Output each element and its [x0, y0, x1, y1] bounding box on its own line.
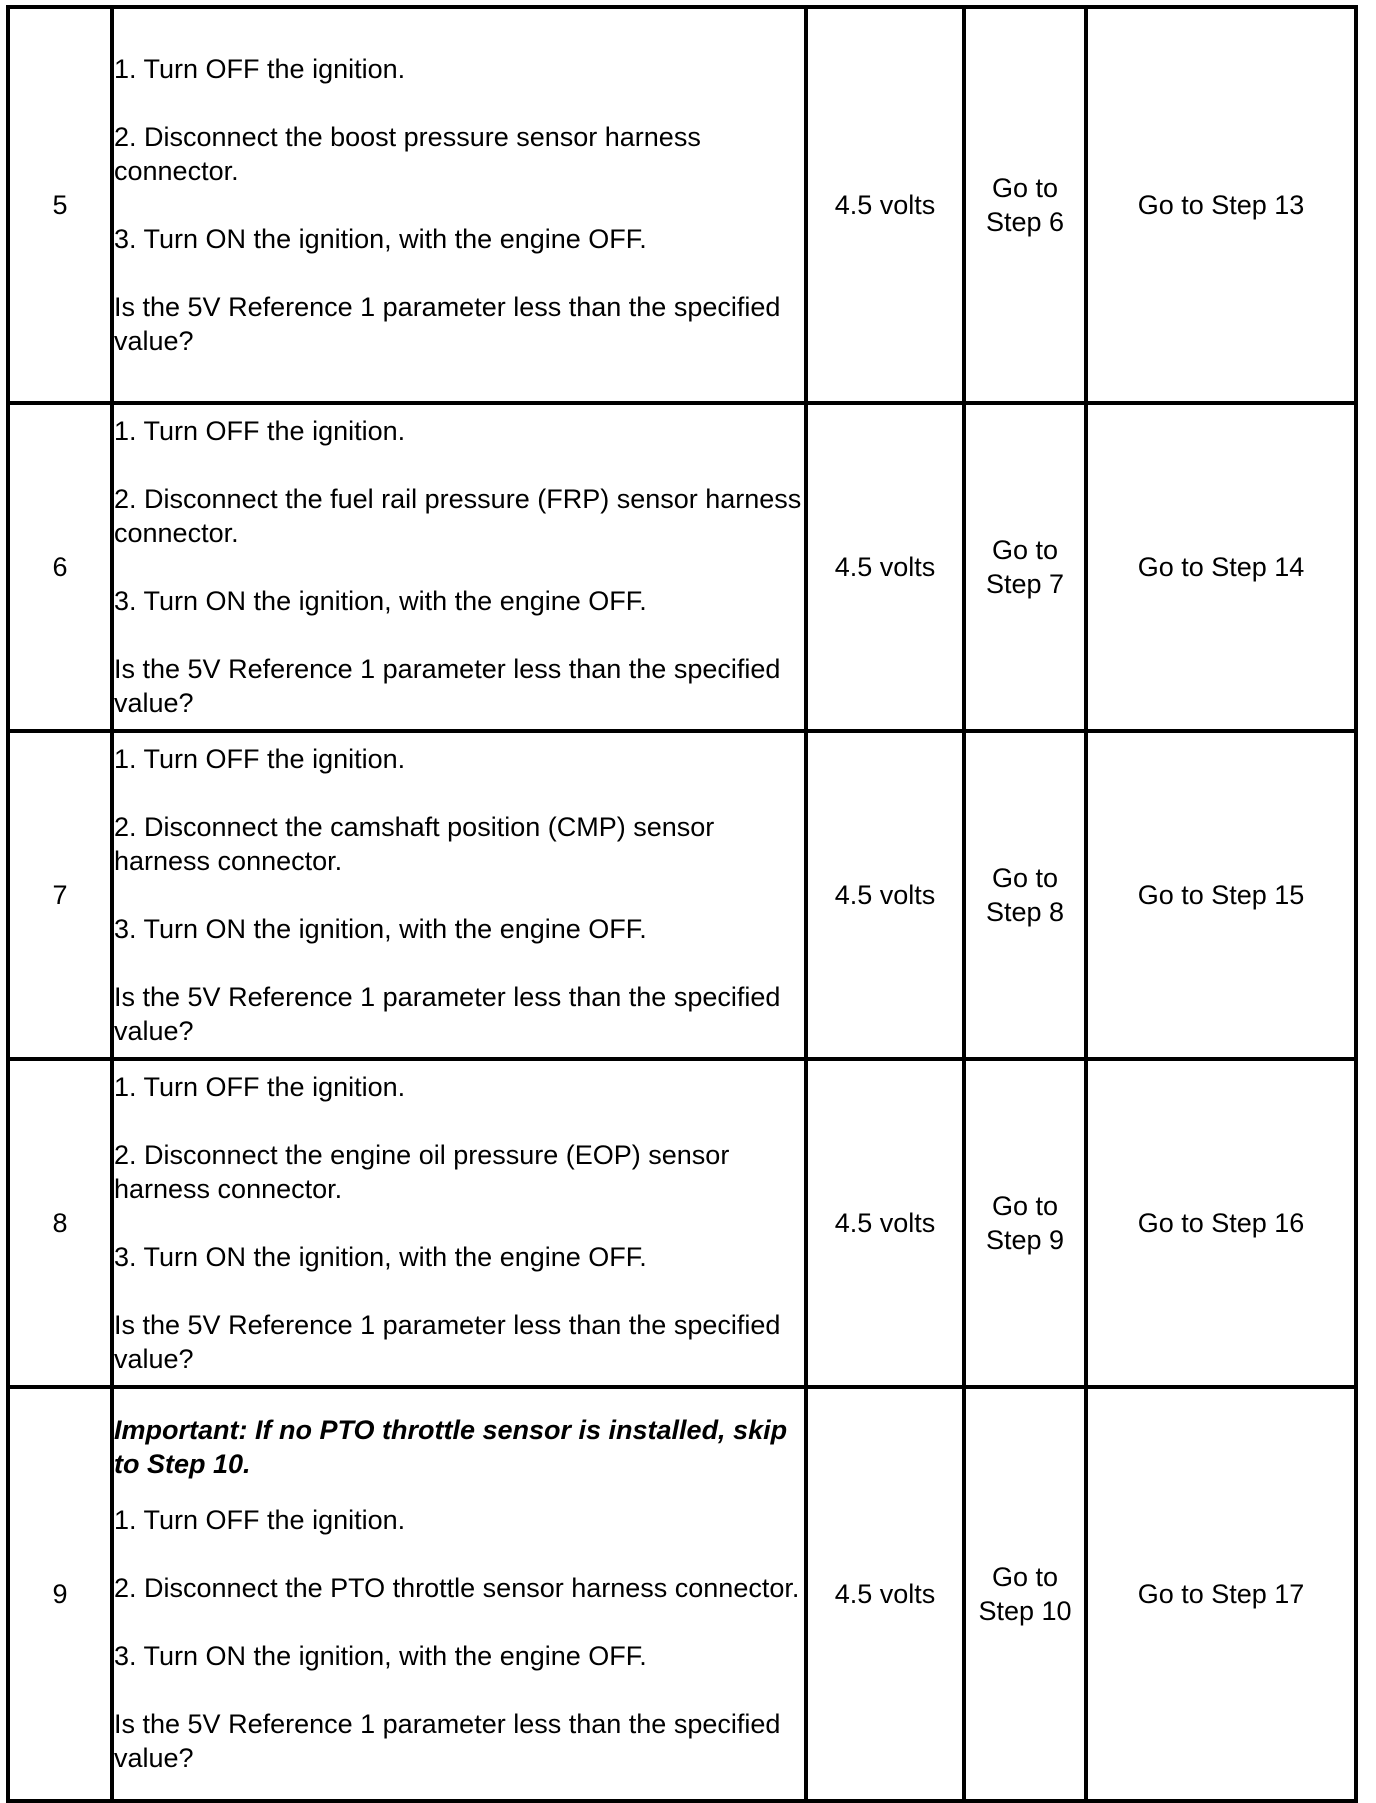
action-line: 1. Turn OFF the ignition. — [114, 1505, 406, 1535]
no-cell: Go to Step 14 — [1086, 403, 1356, 731]
action-line: 3. Turn ON the ignition, with the engine OFF. — [114, 224, 647, 254]
step-number: 7 — [8, 731, 112, 1059]
action-line: 2. Disconnect the engine oil pressure (EOP) sensor harness connector. — [114, 1140, 730, 1204]
action-line: 3. Turn ON the ignition, with the engine OFF. — [114, 1641, 647, 1671]
table-row — [8, 1059, 1356, 1387]
action-cell — [112, 1059, 806, 1387]
action-line: 3. Turn ON the ignition, with the engine OFF. — [114, 914, 647, 944]
value-cell: 4.5 volts — [806, 403, 964, 731]
action-line: 1. Turn OFF the ignition. — [114, 744, 406, 774]
no-cell: Go to Step 15 — [1086, 731, 1356, 1059]
action-question: Is the 5V Reference 1 parameter less than the specified value? — [114, 1709, 781, 1773]
no-cell: Go to Step 16 — [1086, 1059, 1356, 1387]
action-question: Is the 5V Reference 1 parameter less than the specified value? — [114, 982, 781, 1046]
action-line: 3. Turn ON the ignition, with the engine OFF. — [114, 1242, 647, 1272]
table-row — [8, 1387, 1356, 1801]
action-line: 2. Disconnect the camshaft position (CMP) sensor harness connector. — [114, 812, 715, 876]
no-cell: Go to Step 13 — [1086, 7, 1356, 403]
action-question: Is the 5V Reference 1 parameter less than the specified value? — [114, 654, 781, 718]
action-line: 3. Turn ON the ignition, with the engine OFF. — [114, 586, 647, 616]
action-line: 1. Turn OFF the ignition. — [114, 1072, 406, 1102]
action-line: 2. Disconnect the PTO throttle sensor harness connector. — [114, 1573, 800, 1603]
table-row — [8, 7, 1356, 403]
value-cell: 4.5 volts — [806, 1387, 964, 1801]
value-cell: 4.5 volts — [806, 1059, 964, 1387]
action-cell — [112, 7, 806, 403]
action-line: 1. Turn OFF the ignition. — [114, 54, 406, 84]
important-note: Important: If no PTO throttle sensor is installed, skip to Step 10. — [114, 1415, 788, 1479]
action-question: Is the 5V Reference 1 parameter less than the specified value? — [114, 1310, 781, 1374]
value-cell: 4.5 volts — [806, 7, 964, 403]
value-cell: 4.5 volts — [806, 731, 964, 1059]
yes-cell: Go to Step 10 — [964, 1387, 1086, 1801]
action-question: Is the 5V Reference 1 parameter less than the specified value? — [114, 292, 781, 356]
action-line: 2. Disconnect the boost pressure sensor harness connector. — [114, 122, 701, 186]
action-cell — [112, 731, 806, 1059]
yes-cell: Go to Step 9 — [964, 1059, 1086, 1387]
action-cell — [112, 403, 806, 731]
step-number: 6 — [8, 403, 112, 731]
action-line: 1. Turn OFF the ignition. — [114, 416, 406, 446]
no-cell: Go to Step 17 — [1086, 1387, 1356, 1801]
table-row — [8, 731, 1356, 1059]
table-row — [8, 403, 1356, 731]
action-cell — [112, 1387, 806, 1801]
step-number: 8 — [8, 1059, 112, 1387]
yes-cell: Go to Step 8 — [964, 731, 1086, 1059]
step-number: 9 — [8, 1387, 112, 1801]
step-number: 5 — [8, 7, 112, 403]
yes-cell: Go to Step 6 — [964, 7, 1086, 403]
yes-cell: Go to Step 7 — [964, 403, 1086, 731]
action-line: 2. Disconnect the fuel rail pressure (FRP) sensor harness connector. — [114, 484, 802, 548]
diagnostic-steps-table — [6, 5, 1358, 1803]
